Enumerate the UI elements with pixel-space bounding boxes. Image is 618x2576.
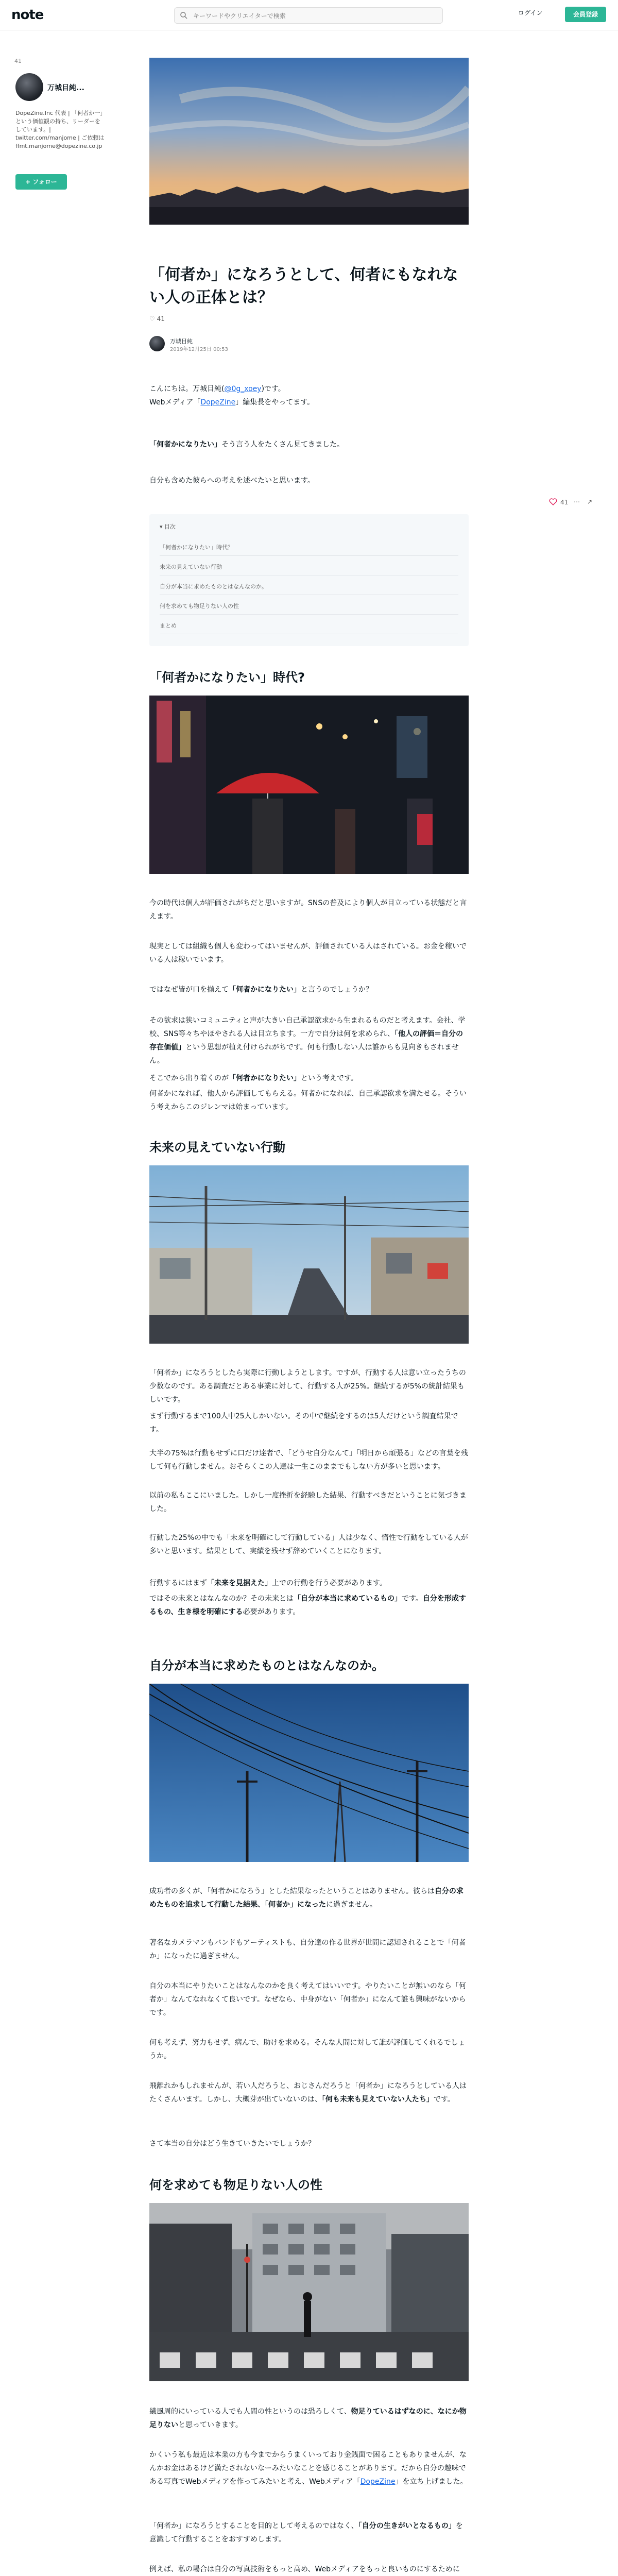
paragraph: 成功者の多くが、「何者かになろう」とした結果なったということはありません。彼らは自分の求めたものを追求して行動した結果、「何者か」になったに過ぎません。 [149, 1887, 464, 1909]
bio-line: しています。| [15, 126, 51, 133]
section-image-powerlines [149, 1684, 469, 1862]
article-like-count: 41 [157, 315, 165, 323]
like-count: 41 [560, 499, 569, 506]
paragraph: こんにちは。万城目純(@0g_xoey)です。 Webメディア「DopeZine」編集長をやってます。 [149, 385, 315, 406]
paragraph: そこでから出り着くのが「何者かになりたい」という考えです。 [149, 1074, 358, 1082]
paragraph: 大半の75%は行動もせずに口だけ達者で、「どうせ自分なんて」「明日から頑張る」などの言葉を残して何も行動しません。おそらくこの人達は一生このままでもしない方が多いと思います。 [149, 1449, 468, 1471]
more-icon[interactable]: ⋯ [574, 498, 580, 505]
toc-item[interactable]: 自分が本当に求めたものとはなんなのか。 [160, 582, 458, 595]
toc-item[interactable]: 「何者かになりたい」時代？ [160, 543, 458, 556]
publish-date: 2019年12月25日 00:53 [170, 347, 228, 352]
paragraph: かくいう私も最近は本業の方も今までからうまくいっており金銭面で困ることもありませんが、なんかお金はあるけど満たされないなーみたいなことを感じることがあります。だから自分の趣味である写真でWebメディアを作ってみたいと考え、Webメディア「DopeZine」を立ち上げました。 [149, 2451, 468, 2486]
paragraph: ではなぜ皆が口を揃えて「何者かになりたい」と言うのでしょうか？ [149, 986, 373, 994]
author-name[interactable]: 万城目純 [170, 338, 193, 345]
heart-icon[interactable]: ♡ [149, 315, 155, 323]
site-header [0, 0, 618, 30]
follow-button[interactable] [15, 174, 67, 190]
section-image-crosswalk [149, 2203, 469, 2381]
paragraph: 飛離れかもしれませんが、若い人だろうと、おじさんだろうと「何者か」になろうとしている人はたくさんいます。しかし、大概芽が出ていないのは、「何も未来も見えていない人たち」です。 [149, 2082, 467, 2104]
paragraph: 例えば、私の場合は自分の写真技術をもっと高め、Webメディアをもっと良いものにするために [149, 2565, 460, 2573]
paragraph: ではその未来とはなんなのか？その未来とは「自分が本当に求めているもの」です。自分を形成するもの、生き様を明確にする必要があります。 [149, 1595, 466, 1616]
sidebar-like-count: 41 [14, 58, 22, 64]
table-of-contents [149, 514, 469, 646]
toc-item[interactable]: 未来の見えていない行動 [160, 563, 458, 575]
bio-line: という価値観の持ち、リーダーを [15, 118, 100, 125]
section-heading: 自分が本当に求めたものとはなんなのか。 [149, 1658, 384, 1673]
paragraph: 今の時代は個人が評価されがちだと思いますが。SNSの普及により個人が目立っている状態だと言えます。 [149, 899, 467, 921]
article-title: 「何者か」になろうとして、何者にもなれない人の正体とは？ [149, 266, 458, 307]
paragraph: 何も考えず、努力もせず、病んで、助けを求める。そんな人間に対して誰が評価してくれるでしょうか。 [149, 2039, 466, 2060]
dopezine-link[interactable]: DopeZine [200, 398, 236, 406]
signup-button[interactable]: 会員登録 [565, 7, 606, 22]
paragraph: その欲求は狭いコミュニティと声が大きい自己承認欲求から生まれるものだと考えます。会社、学校、SNS等々ちやほやされる人は目立ちます。一方で自分は何を求められ、「他人の評価＝自分の存在価値」という思想が植え付けられがちです。何も行動しない人は誰からも見向きもされません。 [149, 1016, 466, 1065]
paragraph: 何者かになれば、他人から評価してもらえる。何者かになれば、自己承認欲求を満たせる。そういう考えからこのジレンマは始まっています。 [149, 1090, 467, 1111]
paragraph: 行動した25%の中でも「未来を明確にして行動している」人は少なく、惰性で行動をしている人が多いと思います。結果として、実績を残せず辞めていくことになります。 [149, 1534, 468, 1555]
toc-item[interactable]: 何を求めても物足りない人の性 [160, 602, 458, 615]
paragraph: 自分の本当にやりたいことはなんなのかを良く考えてはいいです。やりたいことが無いのなら「何者か」なんてなれなくて良いです。なぜなら、中身がない「何者か」になんて誰も興味がないからです。 [149, 1982, 466, 2017]
toc-item[interactable]: まとめ [160, 621, 458, 634]
share-icon[interactable]: ↗ [587, 498, 593, 505]
paragraph: 行動するにはまず「未来を見据えた」上での行動を行う必要があります。 [149, 1579, 387, 1587]
author-bio [15, 109, 113, 150]
section-image-street [149, 1165, 469, 1344]
paragraph: 著名なカメラマンもバンドもアーティストも、自分達の作る世界が世間に認知されることで「何者か」になったに過ぎません。 [149, 1939, 466, 1960]
author-name[interactable]: 万城目純... [47, 84, 84, 92]
hero-image [149, 58, 469, 225]
section-heading: 何を求めても物足りない人の性 [149, 2178, 322, 2192]
paragraph: 自分も含めた彼らへの考えを述べたいと思います。 [149, 477, 315, 485]
bio-line: ffmt.manjome@dopezine.co.jp [15, 143, 102, 149]
paragraph: 繊風周的にいっている人でも人間の性というのは恐ろしくて、物足りているはずなのに、なにか物足りないと思っていきます。 [149, 2408, 467, 2429]
login-link[interactable]: ログイン [518, 9, 543, 16]
paragraph: 「何者か」になろうとしたら実際に行動しようとします。ですが、行動する人は意い立ったうちの少数なのです。ある調査だとある事業に対して、行動する人が25%。継続するが5%の統計結果もしいです。 [149, 1369, 466, 1404]
paragraph: 「何者かになりたい」そう言う人をたくさん見てきました。 [149, 440, 344, 449]
follow-label: フォロー [32, 178, 57, 185]
user-plus-icon: + [25, 178, 33, 185]
author-sidebar [14, 58, 112, 185]
author-avatar[interactable] [149, 336, 165, 351]
section-heading: 「何者かになりたい」時代? [149, 670, 305, 685]
search-box[interactable] [174, 7, 443, 24]
section-heading: 未来の見えていない行動 [149, 1140, 285, 1155]
search-input[interactable] [192, 8, 436, 24]
toc-heading[interactable]: ▾ 目次 [160, 523, 176, 530]
heart-icon[interactable] [549, 498, 557, 506]
paragraph: 以前の私もここにいました。しかし一度挫折を経験した結果、行動すべきだということに気づきました。 [149, 1492, 467, 1513]
note-logo[interactable]: note [11, 7, 44, 23]
bio-line: DopeZine.Inc 代表 | 「何者か一」 [15, 110, 106, 116]
chevron-down-icon: ▾ [160, 523, 165, 530]
avatar[interactable] [15, 73, 43, 101]
paragraph: さて本当の自分はどう生きていきたいでしょうか？ [149, 2140, 315, 2148]
section-image-umbrella [149, 696, 469, 874]
bio-line: twitter.com/manjome | ご依頼は [15, 134, 105, 141]
article-likes [149, 315, 165, 323]
search-icon [180, 11, 188, 20]
twitter-link[interactable]: @0g_xoey [224, 385, 262, 393]
paragraph: まず行動するまで100人中25人しかいない。その中で継続をするのは5人だけという調査結果です。 [149, 1412, 458, 1434]
paragraph: 現実としては組織も個人も変わってはいませんが、評価されている人はされている。お金を稼いでいる人は稼いでいます。 [149, 942, 467, 964]
paragraph: 「何者か」になろうとすることを目的として考えるのではなく、「自分の生きがいとなるもの」を意識して行動することをおすすめします。 [149, 2522, 463, 2544]
dopezine-link[interactable]: DopeZine [360, 2478, 396, 2486]
